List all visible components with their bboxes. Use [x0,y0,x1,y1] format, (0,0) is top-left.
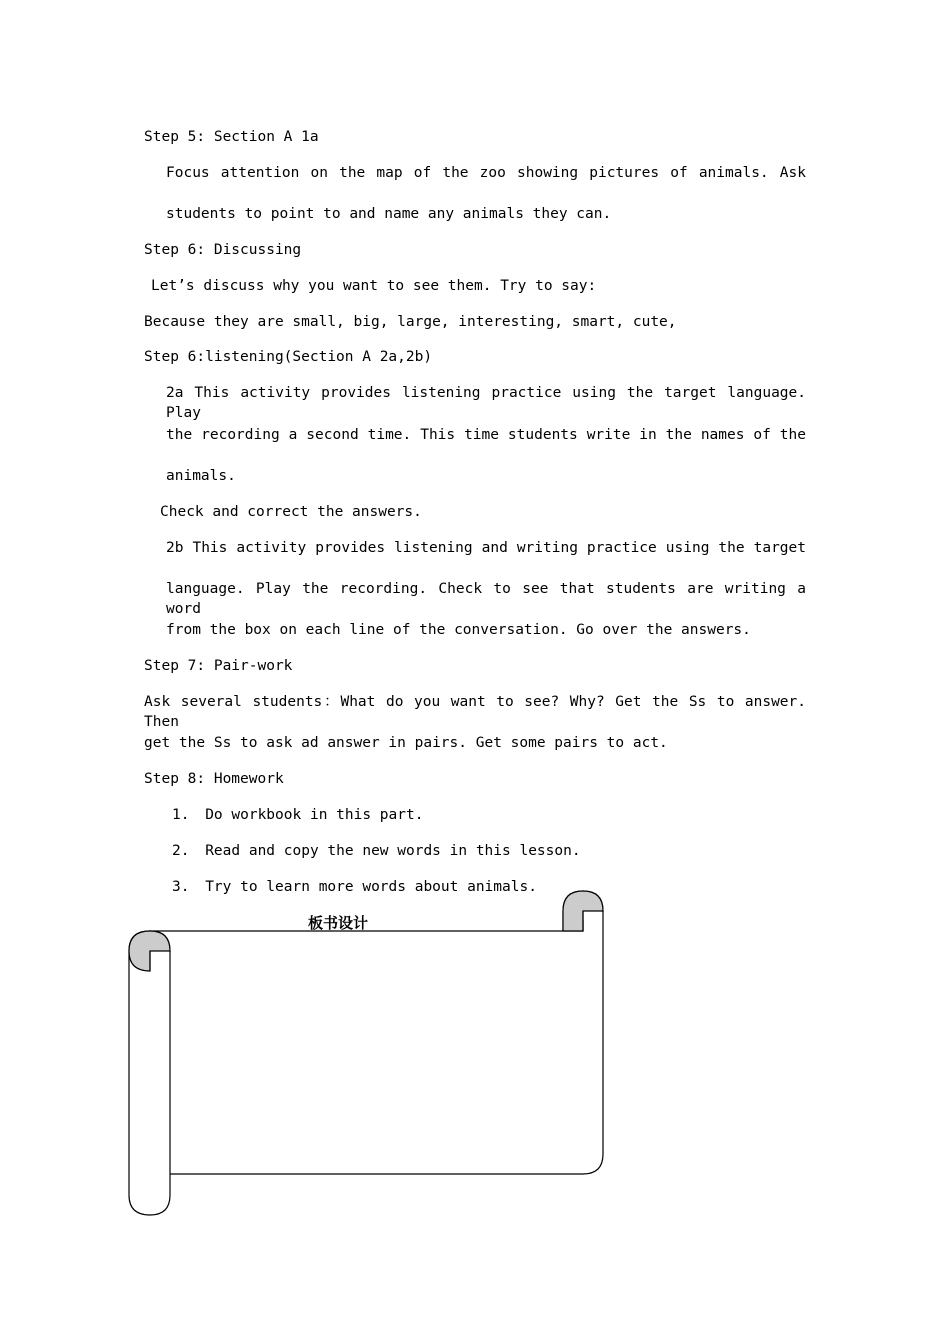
step5-heading: Step 5: Section A 1a [144,129,319,145]
step7-paragraph-line: Ask several students：What do you want to see? Why? Get the Ss to answer. Then [144,694,806,730]
step5-paragraph-line: Focus attention on the map of the zoo showing pictures of animals. Ask [166,165,806,181]
homework-text: Do workbook in this part. [205,807,424,823]
homework-number: 3. [172,879,190,895]
scroll-left-roll [129,931,170,1215]
step5-paragraph-line: students to point to and name any animals they can. [166,206,612,222]
activity-2b-line: language. Play the recording. Check to see that students are writing a word [166,581,806,617]
activity-2b-line: 2b This activity provides listening and writing practice using the target [166,540,806,556]
activity-2a-line: 2a This activity provides listening practice using the target language. Play [166,385,806,421]
homework-number: 2. [172,843,190,859]
homework-number: 1. [172,807,190,823]
step8-heading: Step 8: Homework [144,771,284,787]
step7-heading: Step 7: Pair-work [144,658,293,674]
homework-text: Try to learn more words about animals. [205,879,537,895]
activity-2b-line: from the box on each line of the conversation. Go over the answers. [166,622,751,638]
step7-paragraph-line: get the Ss to ask ad answer in pairs. Get some pairs to act. [144,735,668,751]
check-answers-line: Check and correct the answers. [160,504,422,520]
activity-2a-line: the recording a second time. This time students write in the names of the [166,427,806,443]
step6-discussing-heading: Step 6: Discussing [144,242,302,258]
step6-listening-heading: Step 6:listening(Section A 2a,2b) [144,349,433,365]
activity-2a-line: animals. [166,468,236,484]
homework-text: Read and copy the new words in this lesson. [205,843,581,859]
board-design-title: 板书设计 [308,914,369,932]
step6-discussing-line: Let’s discuss why you want to see them. Try to say: [151,278,597,294]
scroll-body [150,911,603,1174]
step6-discussing-line: Because they are small, big, large, interesting, smart, cute, [144,314,677,330]
